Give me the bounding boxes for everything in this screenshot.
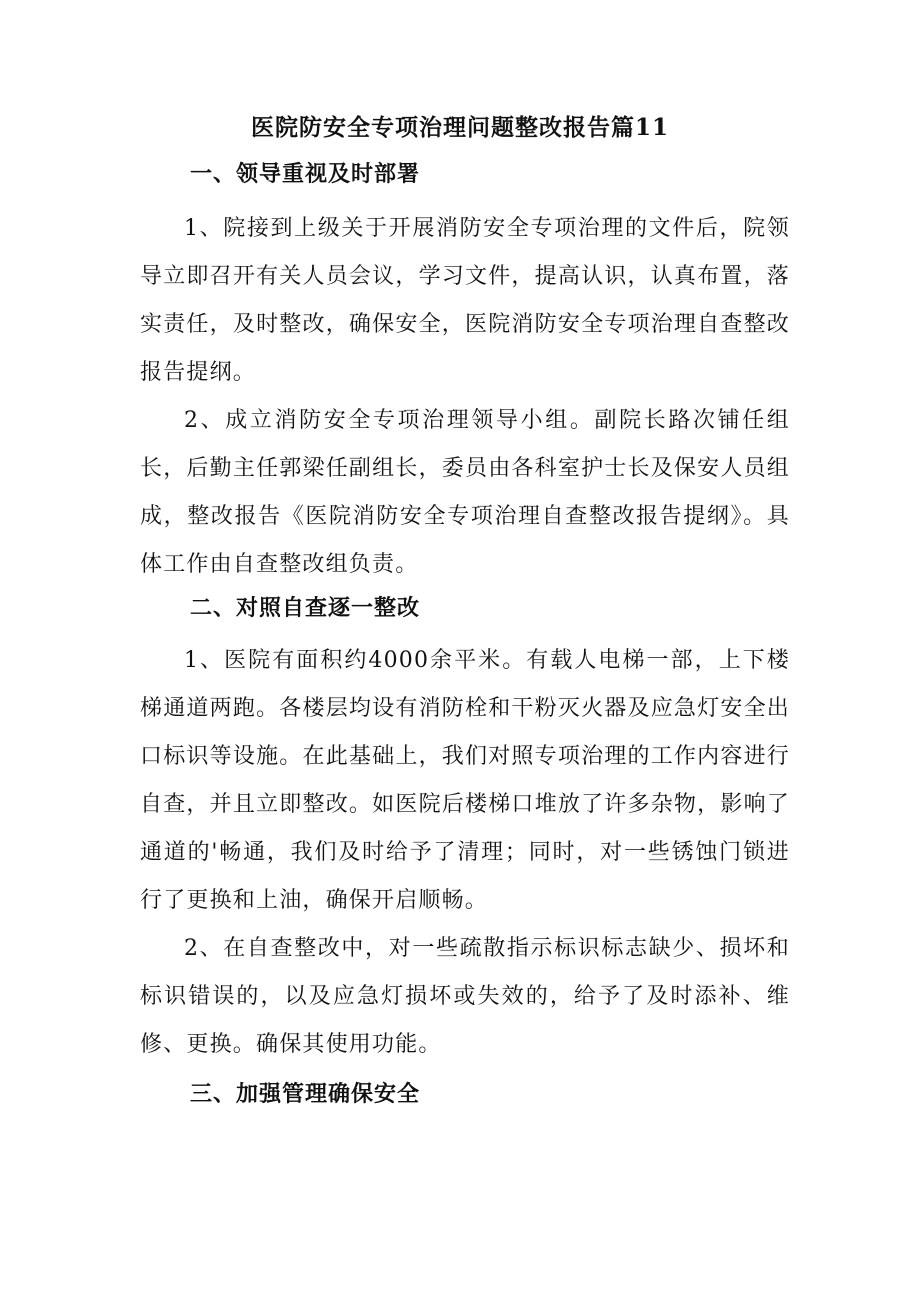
paragraph-2-2: 2、在自查整改中，对一些疏散指示标识标志缺少、损坏和标识错误的，以及应急灯损坏或失效的，给予了及时添补、维修、更换。确保其使用功能。 <box>140 936 790 1057</box>
paragraph-1-1: 1、院接到上级关于开展消防安全专项治理的文件后，院领导立即召开有关人员会议，学习文件，提高认识，认真布置，落实责任，及时整改，确保安全，医院消防安全专项治理自查整改报告提纲。 <box>140 216 790 385</box>
section-heading-1: 一、领导重视及时部署 <box>190 161 421 187</box>
document-title: 医院防安全专项治理问题整改报告篇11 <box>250 114 669 141</box>
paragraph-1-2: 2、成立消防安全专项治理领导小组。副院长路次铺任组长，后勤主任郭梁任副组长，委员由各科室护士长及保安人员组成，整改报告《医院消防安全专项治理自查整改报告提纲》。具体工作由自查整改组负责。 <box>140 408 790 577</box>
section-heading-3: 三、加强管理确保安全 <box>190 1081 421 1107</box>
section-heading-2: 二、对照自查逐一整改 <box>190 595 421 621</box>
paragraph-2-1: 1、医院有面积约4000余平米。有载人电梯一部，上下楼梯通道两跑。各楼层均设有消防栓和干粉灭火器及应急灯安全出口标识等设施。在此基础上，我们对照专项治理的工作内容进行自查，并且立即整改。如医院后楼梯口堆放了许多杂物，影响了通道的'畅通，我们及时给予了清理；同时，对一些锈蚀门锁进行了更换和上油，确保开启顺畅。 <box>140 648 790 913</box>
